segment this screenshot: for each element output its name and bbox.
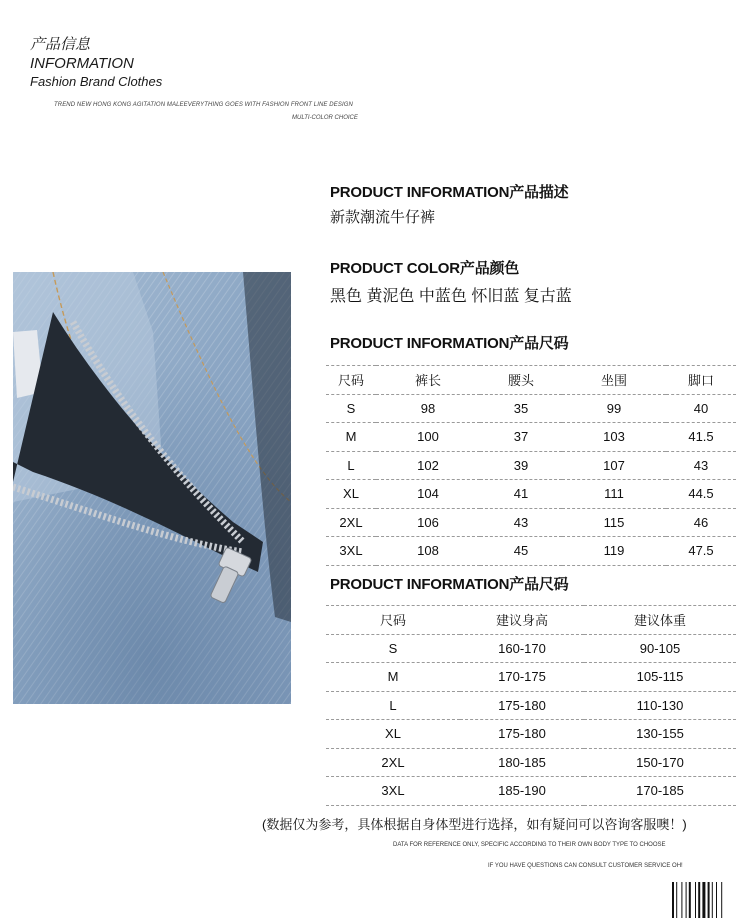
table-row	[326, 451, 736, 480]
table-cell: 110-130	[584, 691, 736, 720]
header-subtitle: Fashion Brand Clothes	[30, 74, 163, 89]
size_table-header-cell: 裤长	[376, 366, 480, 395]
denim-zipper-image	[13, 272, 291, 704]
table-cell: 37	[480, 423, 562, 452]
table-cell: 104	[376, 480, 480, 509]
fit_table-header-cell: 建议身高	[460, 606, 584, 635]
table-cell: 3XL	[326, 537, 376, 566]
table-cell: L	[326, 691, 460, 720]
barcode-bar	[695, 882, 696, 918]
disclaimer-note: (数据仅为参考，具体根据自身体型进行选择，如有疑问可以咨询客服噢！)	[262, 817, 687, 832]
table-cell: 105-115	[584, 663, 736, 692]
table-cell: 170-185	[584, 777, 736, 806]
table-cell: 2XL	[326, 748, 460, 777]
table-cell: 150-170	[584, 748, 736, 777]
table-cell: 108	[376, 537, 480, 566]
table-cell: 43	[666, 451, 736, 480]
table-cell: 102	[376, 451, 480, 480]
table-row	[326, 423, 736, 452]
barcode-bar	[686, 882, 687, 918]
barcode-bar	[716, 882, 717, 918]
barcode-bar	[698, 882, 700, 918]
header-tagline: TREND NEW HONG KONG AGITATION MALEEVERYTHING GOES WITH FASHION FRONT LINE DESIGN	[54, 102, 353, 108]
fit_table-header-cell: 建议体重	[584, 606, 736, 635]
barcode-bar	[721, 882, 722, 918]
table-cell: 175-180	[460, 691, 584, 720]
fit_table-header-row	[326, 606, 736, 635]
table-cell: 90-105	[584, 634, 736, 663]
size-table	[326, 365, 736, 566]
table-row	[326, 777, 736, 806]
table-cell: M	[326, 663, 460, 692]
table-row	[326, 394, 736, 423]
table-cell: XL	[326, 720, 460, 749]
header-en-title: INFORMATION	[30, 55, 134, 72]
product-photo	[13, 272, 291, 704]
table-cell: 100	[376, 423, 480, 452]
table-cell: 111	[562, 480, 666, 509]
table-cell: 115	[562, 508, 666, 537]
table-cell: 185-190	[460, 777, 584, 806]
table-cell: 44.5	[666, 480, 736, 509]
table-row	[326, 537, 736, 566]
barcode-bar	[676, 882, 677, 918]
header-cn-title: 产品信息	[30, 36, 91, 53]
size_table-header-cell: 脚口	[666, 366, 736, 395]
table-cell: 43	[480, 508, 562, 537]
fit_table-header-cell: 尺码	[326, 606, 460, 635]
barcode-bar	[708, 882, 710, 918]
size_table-header-cell: 腰头	[480, 366, 562, 395]
table-cell: 103	[562, 423, 666, 452]
service-note-en: IF YOU HAVE QUESTIONS CAN CONSULT CUSTOMER SERVICE OH!	[488, 863, 683, 869]
table-cell: 170-175	[460, 663, 584, 692]
barcode-bar	[702, 882, 705, 918]
table-cell: 41	[480, 480, 562, 509]
disclaimer-en: DATA FOR REFERENCE ONLY, SPECIFIC ACCORDING TO THEIR OWN BODY TYPE TO CHOOSE	[393, 842, 666, 848]
table-cell: M	[326, 423, 376, 452]
size_table-header-cell: 坐围	[562, 366, 666, 395]
barcode-bar	[681, 882, 682, 918]
table-cell: 107	[562, 451, 666, 480]
table-cell: 40	[666, 394, 736, 423]
color-title: PRODUCT COLOR产品颜色	[330, 260, 520, 277]
table-cell: 35	[480, 394, 562, 423]
table-cell: 119	[562, 537, 666, 566]
table-cell: 175-180	[460, 720, 584, 749]
color-list: 黑色 黄泥色 中蓝色 怀旧蓝 复古蓝	[330, 288, 572, 305]
table-cell: XL	[326, 480, 376, 509]
header-tagline-secondary: MULTI-COLOR CHOICE	[292, 115, 358, 121]
table-cell: 47.5	[666, 537, 736, 566]
size_table-header-row	[326, 366, 736, 395]
table-row	[326, 691, 736, 720]
table-cell: 41.5	[666, 423, 736, 452]
size-table-title: PRODUCT INFORMATION产品尺码	[330, 335, 569, 352]
table-row	[326, 748, 736, 777]
table-cell: 98	[376, 394, 480, 423]
table-row	[326, 508, 736, 537]
table-cell: 39	[480, 451, 562, 480]
table-cell: 130-155	[584, 720, 736, 749]
table-cell: 180-185	[460, 748, 584, 777]
barcode-icon	[672, 882, 734, 918]
fit-table-title: PRODUCT INFORMATION产品尺码	[330, 576, 569, 593]
table-row	[326, 634, 736, 663]
description-text: 新款潮流牛仔裤	[330, 209, 436, 226]
table-cell: L	[326, 451, 376, 480]
barcode-bar	[672, 882, 674, 918]
table-cell: S	[326, 634, 460, 663]
table-cell: 2XL	[326, 508, 376, 537]
table-row	[326, 480, 736, 509]
barcode-bar	[689, 882, 691, 918]
table-cell: 106	[376, 508, 480, 537]
table-cell: S	[326, 394, 376, 423]
table-cell: 99	[562, 394, 666, 423]
table-row	[326, 720, 736, 749]
size_table-header-cell: 尺码	[326, 366, 376, 395]
description-title: PRODUCT INFORMATION产品描述	[330, 184, 569, 201]
table-cell: 45	[480, 537, 562, 566]
table-cell: 46	[666, 508, 736, 537]
barcode-bar	[712, 882, 713, 918]
table-cell: 160-170	[460, 634, 584, 663]
fit-table	[326, 605, 736, 806]
table-row	[326, 663, 736, 692]
table-cell: 3XL	[326, 777, 460, 806]
